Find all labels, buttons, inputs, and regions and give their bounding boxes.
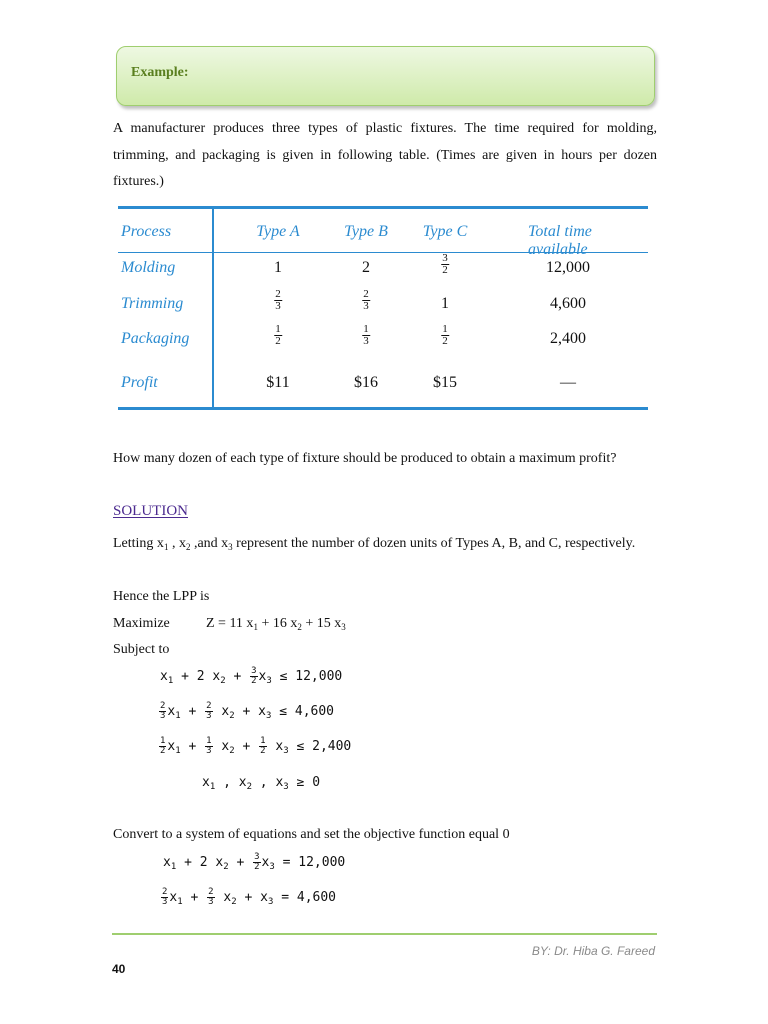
question-text: How many dozen of each type of fixture should be produced to obtain a maximum profit? bbox=[113, 451, 617, 466]
constraint-3: $\frac{1}{2}$ $x_1$ + $\frac{1}{3}$ $x_2$ + $\frac{1}{2}$ $x_3 \le 2,400$ bbox=[160, 736, 352, 756]
example-box bbox=[116, 46, 655, 106]
table-cell: $\frac{1}{2}$ bbox=[442, 323, 448, 347]
table-cell: $\frac{2}{3}$ bbox=[363, 288, 369, 312]
table-cell: 2 bbox=[362, 259, 370, 276]
nonnegativity-constraint: $x_1$ , $x_2$ , $x_3 \ge 0$ bbox=[202, 775, 321, 792]
hence-text: Hence the LPP is bbox=[113, 589, 210, 604]
intro-paragraph: A manufacturer produces three types of plastic fixtures. The time required for molding, trimming, and packaging is given in following table. (Times are given in hours per dozen fixtures.) bbox=[113, 121, 657, 189]
table-header-cell: Total time available bbox=[528, 223, 592, 258]
table-cell: $\frac{1}{2}$ bbox=[275, 323, 281, 347]
example-label: Example: bbox=[131, 65, 189, 80]
table-cell: $16 bbox=[354, 374, 378, 391]
equation-2: $\frac{2}{3}$ $x_1$ + $\frac{2}{3}$ $x_2 + x_3 = 4,600$ bbox=[162, 887, 337, 907]
constraint-2: $\frac{2}{3}$ $x_1$ + $\frac{2}{3}$ $x_2 + x_3 \le 4,600$ bbox=[160, 701, 335, 721]
table-row-label: Trimming bbox=[121, 295, 184, 312]
table-cell: 1 bbox=[274, 259, 282, 276]
table-row-label: Packaging bbox=[121, 330, 190, 347]
table-cell: 1 bbox=[441, 295, 449, 312]
table-cell: 4,600 bbox=[550, 295, 586, 312]
table-cell: $\frac{1}{3}$ bbox=[363, 323, 369, 347]
footer-divider bbox=[112, 933, 657, 935]
solution-heading: SOLUTION bbox=[113, 503, 188, 519]
objective-function: Z = 11 $x_1 + 16$ $x_2 + 15$ $x_3$ bbox=[206, 616, 346, 632]
constraint-1: $x_1 + 2$ $x_2$ + $\frac{3}{2}$ $x_3 \le 12,000$ bbox=[160, 666, 343, 686]
table-row-label: Molding bbox=[121, 259, 176, 276]
table-header-cell: Process bbox=[121, 223, 172, 240]
author-byline: BY: Dr. Hiba G. Fareed bbox=[531, 944, 655, 958]
table-cell: $15 bbox=[433, 374, 457, 391]
table-header-cell: Type B bbox=[344, 223, 388, 240]
table-cell: — bbox=[560, 374, 576, 391]
table-row-label: Profit bbox=[121, 374, 158, 391]
page-number: 40 bbox=[112, 962, 126, 976]
table-cell: $11 bbox=[266, 374, 290, 391]
equation-1: $x_1 + 2$ $x_2$ + $\frac{3}{2}$ $x_3 = 12,000$ bbox=[163, 852, 346, 872]
table-cell: $\frac{2}{3}$ bbox=[275, 288, 281, 312]
table-divider-vertical bbox=[212, 209, 214, 407]
convert-text: Convert to a system of equations and set the objective function equal 0 bbox=[113, 827, 510, 842]
letting-paragraph: Letting $x_1$ , $x_2$ ,and $x_3$ represent the number of dozen units of Types A, B, and C, respectively. bbox=[113, 536, 636, 552]
subject-to-text: Subject to bbox=[113, 642, 170, 657]
table-header-cell: Type A bbox=[256, 223, 300, 240]
table-cell: $\frac{3}{2}$ bbox=[442, 252, 448, 276]
table-header-cell: Type C bbox=[422, 223, 468, 240]
table-cell: 12,000 bbox=[546, 259, 590, 276]
table-cell: 2,400 bbox=[550, 330, 586, 347]
maximize-label: Maximize bbox=[113, 616, 170, 631]
process-table bbox=[118, 206, 648, 410]
